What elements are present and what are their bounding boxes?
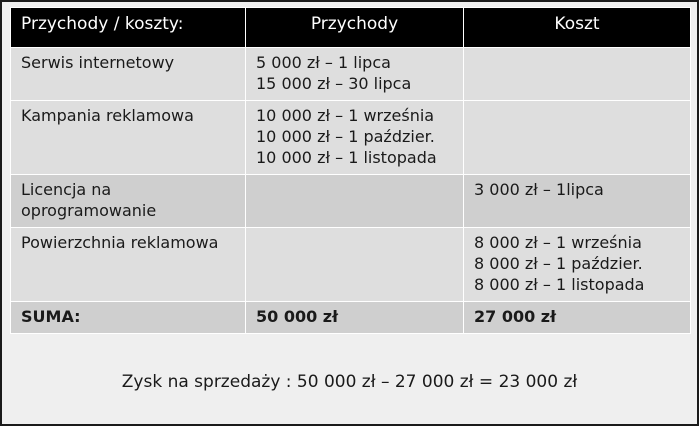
profit-summary: Zysk na sprzedaży : 50 000 zł – 27 000 zł = 23 000 zł	[121, 372, 578, 392]
revenue-entry: 10 000 zł – 1 września	[256, 106, 435, 125]
revenue-entry: 5 000 zł – 1 lipca	[256, 53, 391, 72]
header-revenue: Przychody	[246, 8, 464, 48]
table-row	[11, 228, 691, 302]
revenue-entry: 10 000 zł – 1 paździer.	[256, 127, 435, 146]
row-label-text: Serwis internetowy	[21, 53, 175, 72]
row-label-text: Kampania reklamowa	[21, 106, 194, 125]
cost-entry: 3 000 zł – 1lipca	[474, 180, 604, 199]
revenue-entry: 15 000 zł – 30 lipca	[256, 74, 412, 93]
sum-row	[11, 302, 691, 334]
row-label	[11, 101, 246, 175]
cost-cell	[464, 228, 691, 302]
revenue-cost-table	[10, 7, 691, 334]
cost-cell	[464, 175, 691, 228]
row-label	[11, 228, 246, 302]
sum-label: SUMA:	[11, 302, 246, 334]
revenue-cell	[246, 48, 464, 101]
table-row	[11, 101, 691, 175]
revenue-cell	[246, 101, 464, 175]
table-header-row	[11, 8, 691, 48]
row-label-text: Powierzchnia reklamowa	[21, 233, 219, 252]
row-label-text: Licencja na oprogramowanie	[21, 180, 157, 220]
cost-cell	[464, 101, 691, 175]
cost-entry: 8 000 zł – 1 paździer.	[474, 254, 643, 273]
cost-entry: 8 000 zł – 1 listopada	[474, 275, 645, 294]
revenue-entry: 10 000 zł – 1 listopada	[256, 148, 437, 167]
revenue-cell	[246, 175, 464, 228]
row-label	[11, 48, 246, 101]
sum-revenue: 50 000 zł	[246, 302, 464, 334]
sum-cost: 27 000 zł	[464, 302, 691, 334]
header-category: Przychody / koszty:	[11, 8, 246, 48]
header-cost: Koszt	[464, 8, 691, 48]
revenue-cell	[246, 228, 464, 302]
table-row	[11, 175, 691, 228]
table-row	[11, 48, 691, 101]
cost-entry: 8 000 zł – 1 września	[474, 233, 642, 252]
row-label	[11, 175, 246, 228]
cost-cell	[464, 48, 691, 101]
